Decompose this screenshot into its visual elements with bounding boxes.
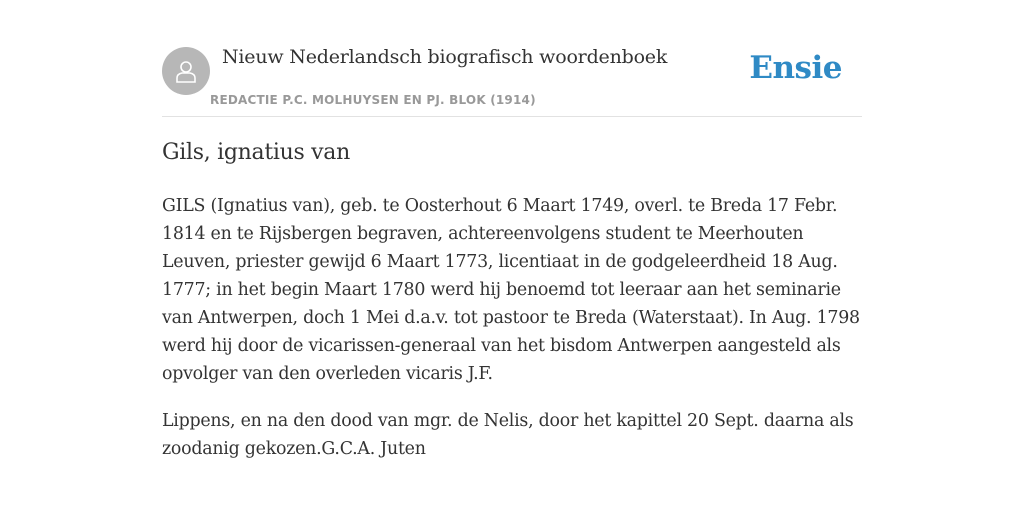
entry-paragraph: GILS (Ignatius van), geb. te Oosterhout 6 Maart 1749, overl. te Breda 17 Febr. 1814 en te Rijsbergen begraven, achtereenvolgens student te Meerhouten Leuven, priester gewijd 6 Maart 1773, licentiaat in de godgeleerdheid 18 Aug. 1777; in het begin Maart 1780 werd hij benoemd tot leeraar aan het seminarie van Antwerpen, doch 1 Mei d.a.v. tot pastoor te Breda (Waterstaat). In Aug. 1798 werd hij door de vicarissen-generaal van het bisdom Antwerpen aangesteld als opvolger van den overleden vicaris J.F. <box>162 196 860 384</box>
book-title[interactable]: Nieuw Nederlandsch biografisch woordenboek <box>222 46 668 68</box>
avatar <box>162 47 210 95</box>
entry-paragraph: Lippens, en na den dood van mgr. de Nelis, door het kapittel 20 Sept. daarna als zoodanig gekozen.G.C.A. Juten <box>162 411 854 459</box>
entry-card <box>162 0 862 459</box>
brand-logo[interactable]: Ensie <box>749 50 842 86</box>
entry-body <box>162 192 862 482</box>
entry-title: Gils, ignatius van <box>162 140 350 165</box>
page-header <box>162 0 862 117</box>
user-icon <box>173 58 199 84</box>
book-editors: REDACTIE P.C. MOLHUYSEN EN PJ. BLOK (1914) <box>210 93 536 107</box>
